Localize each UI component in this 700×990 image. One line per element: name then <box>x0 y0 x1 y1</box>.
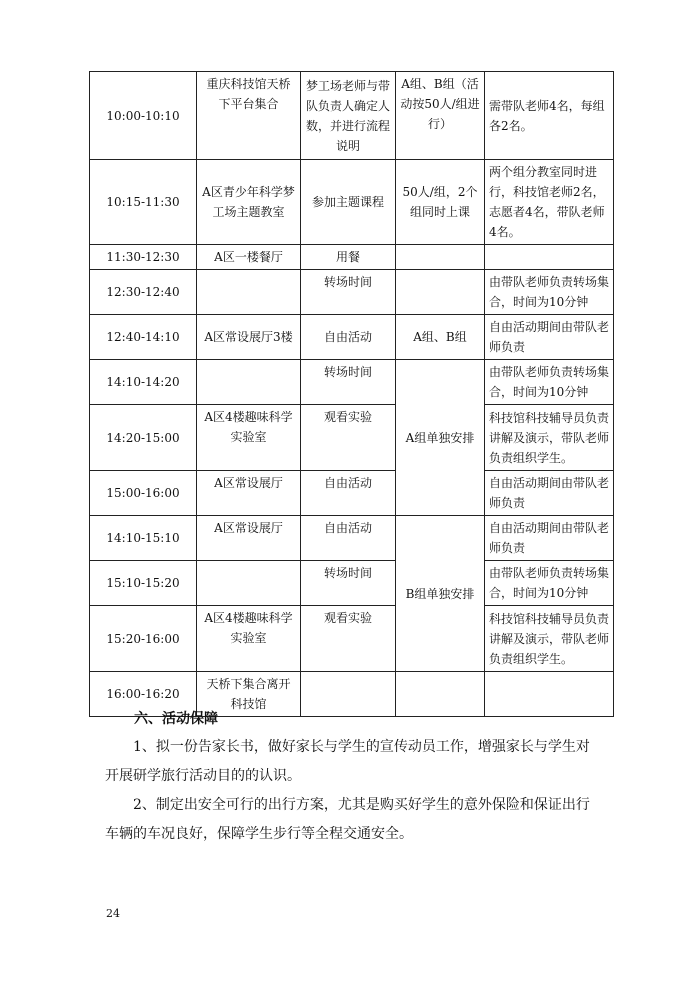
notes-cell: 自由活动期间由带队老师负责 <box>485 516 614 561</box>
paragraph-2: 2、制定出安全可行的出行方案，尤其是购买好学生的意外保险和保证出行车辆的车况良好，保障学生步行等全程交通安全。 <box>105 797 590 842</box>
section-title: 六、活动保障 <box>134 711 218 727</box>
place-cell: A区4楼趣味科学实验室 <box>197 405 301 471</box>
table-row <box>90 360 614 405</box>
paragraph-1: 1、拟一份告家长书，做好家长与学生的宣传动员工作，增强家长与学生对开展研学旅行活动目的的认识。 <box>105 739 590 784</box>
activity-cell: 参加主题课程 <box>301 160 396 245</box>
notes-cell: 由带队老师负责转场集合，时间为10分钟 <box>485 561 614 606</box>
table-row <box>90 72 614 160</box>
page-number: 24 <box>106 907 120 920</box>
notes-cell <box>485 245 614 270</box>
notes-cell: 两个组分教室同时进行，科技馆老师2名，志愿者4名，带队老师4名。 <box>485 160 614 245</box>
notes-cell: 科技馆科技辅导员负责讲解及演示，带队老师负责组织学生。 <box>485 606 614 672</box>
place-cell: A区常设展厅 <box>197 516 301 561</box>
time-cell: 12:40-14:10 <box>90 315 197 360</box>
time-cell: 16:00-16:20 <box>90 672 197 717</box>
notes-cell: 自由活动期间由带队老师负责 <box>485 315 614 360</box>
notes-cell: 由带队老师负责转场集合，时间为10分钟 <box>485 360 614 405</box>
time-cell: 12:30-12:40 <box>90 270 197 315</box>
table-row <box>90 405 614 471</box>
time-cell: 15:10-15:20 <box>90 561 197 606</box>
place-cell <box>197 561 301 606</box>
time-cell: 11:30-12:30 <box>90 245 197 270</box>
group-cell <box>396 245 485 270</box>
notes-cell: 自由活动期间由带队老师负责 <box>485 471 614 516</box>
place-cell: A区4楼趣味科学实验室 <box>197 606 301 672</box>
activity-cell: 转场时间 <box>301 360 396 405</box>
table-row <box>90 606 614 672</box>
place-cell: 天桥下集合离开科技馆 <box>197 672 301 717</box>
table-row <box>90 160 614 245</box>
notes-cell: 科技馆科技辅导员负责讲解及演示，带队老师负责组织学生。 <box>485 405 614 471</box>
activity-cell: 转场时间 <box>301 270 396 315</box>
group-cell: B组单独安排 <box>396 516 485 672</box>
place-cell <box>197 270 301 315</box>
activity-cell: 观看实验 <box>301 405 396 471</box>
group-cell <box>396 270 485 315</box>
notes-cell: 需带队老师4名，每组各2名。 <box>485 72 614 160</box>
group-cell <box>396 672 485 717</box>
time-cell: 14:10-14:20 <box>90 360 197 405</box>
activity-cell <box>301 672 396 717</box>
place-cell: 重庆科技馆天桥下平台集合 <box>197 72 301 160</box>
time-cell: 15:20-16:00 <box>90 606 197 672</box>
activity-cell: 梦工场老师与带队负责人确定人数，并进行流程说明 <box>301 72 396 160</box>
schedule-table <box>89 71 614 717</box>
time-cell: 14:10-15:10 <box>90 516 197 561</box>
notes-cell <box>485 672 614 717</box>
time-cell: 15:00-16:00 <box>90 471 197 516</box>
activity-cell: 自由活动 <box>301 471 396 516</box>
place-cell: A区青少年科学梦工场主题教室 <box>197 160 301 245</box>
activity-cell: 用餐 <box>301 245 396 270</box>
table-row <box>90 270 614 315</box>
table-row <box>90 471 614 516</box>
table-row <box>90 516 614 561</box>
place-cell: A区一楼餐厅 <box>197 245 301 270</box>
activity-cell: 自由活动 <box>301 516 396 561</box>
time-cell: 10:00-10:10 <box>90 72 197 160</box>
place-cell: A区常设展厅3楼 <box>197 315 301 360</box>
group-cell: A组、B组 <box>396 315 485 360</box>
table-row <box>90 315 614 360</box>
notes-cell: 由带队老师负责转场集合，时间为10分钟 <box>485 270 614 315</box>
activity-cell: 观看实验 <box>301 606 396 672</box>
time-cell: 10:15-11:30 <box>90 160 197 245</box>
table-row <box>90 245 614 270</box>
place-cell: A区常设展厅 <box>197 471 301 516</box>
group-cell: A组、B组（活动按50人/组进行） <box>396 72 485 160</box>
activity-cell: 转场时间 <box>301 561 396 606</box>
place-cell <box>197 360 301 405</box>
table-row <box>90 561 614 606</box>
time-cell: 14:20-15:00 <box>90 405 197 471</box>
group-cell: 50人/组，2个组同时上课 <box>396 160 485 245</box>
group-cell: A组单独安排 <box>396 360 485 516</box>
activity-cell: 自由活动 <box>301 315 396 360</box>
